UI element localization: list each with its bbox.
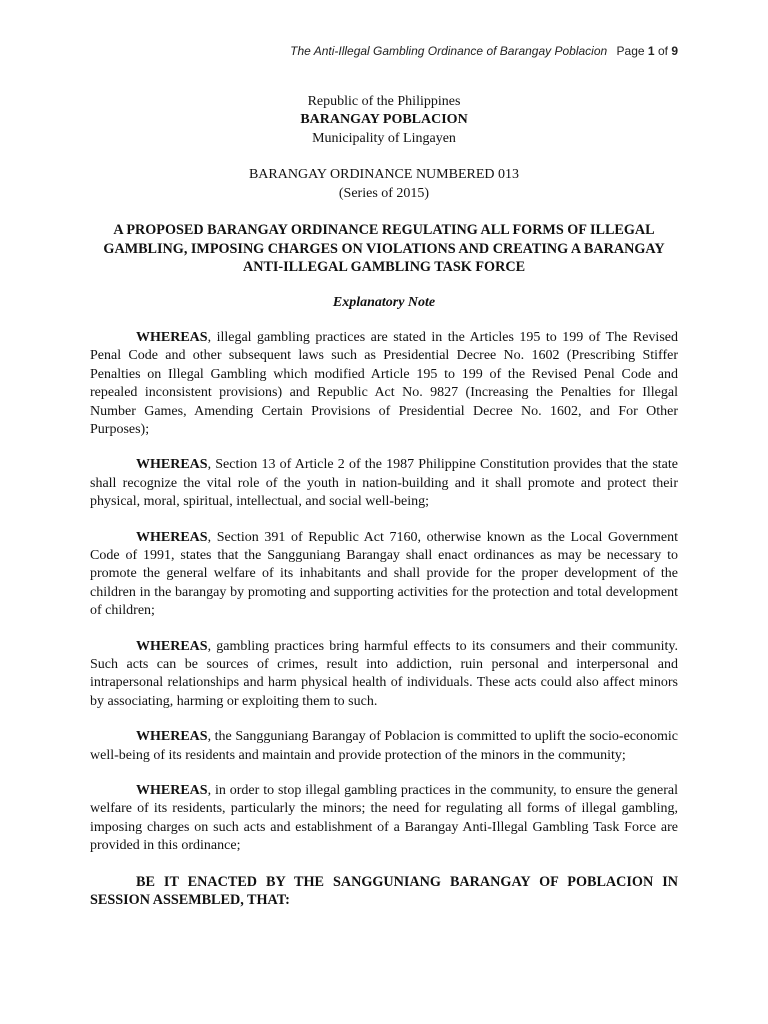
republic-line: Republic of the Philippines — [307, 94, 461, 109]
whereas-clause — [90, 638, 678, 712]
whereas-clause — [90, 728, 678, 765]
whereas-lead: WHEREAS — [136, 638, 208, 654]
whereas-lead: WHEREAS — [136, 457, 208, 473]
total-pages: 9 — [671, 44, 678, 58]
whereas-clause — [90, 782, 678, 856]
whereas-text: , in order to stop illegal gambling practices in the community, to ensure the general welfare of its residents, particularly the minors; the need for regulating all forms of illegal gambling, imposing charges on such acts and establishment of a Barangay Anti-Illegal Gambling Task Force are provided in this ordinance; — [90, 783, 678, 854]
whereas-lead: WHEREAS — [136, 729, 208, 745]
running-header-title: The Anti-Illegal Gambling Ordinance of Barangay Poblacion — [290, 44, 608, 58]
whereas-text: , Section 13 of Article 2 of the 1987 Philippine Constitution provides that the state shall recognize the vital role of the youth in nation-building and it shall promote and protect their physical, moral, spiritual, intellectual, and social well-being; — [90, 457, 678, 510]
ordinance-number: BARANGAY ORDINANCE NUMBERED 013 — [248, 167, 520, 183]
running-header — [290, 44, 678, 58]
barangay-line: BARANGAY POBLACION — [300, 112, 468, 128]
enacting-clause: BE IT ENACTED BY THE SANGGUNIANG BARANGAY OF POBLACION IN SESSION ASSEMBLED, THAT: — [90, 873, 678, 909]
whereas-lead: WHEREAS — [136, 783, 208, 799]
whereas-text: , illegal gambling practices are stated in the Articles 195 to 199 of The Revised Penal Code and other subsequent laws such as Presidential Decree No. 1602 (Prescribing Stiffer Penalties on Illegal Gambling which modified Article 195 to 199 of the Revised Penal Code and repealed inconsistent provisions) and Republic Act No. 9827 (Increasing the Penalties for Illegal Number Games, Amending Certain Provisions of Presidential Decree No. 1602, and For Other Purposes); — [90, 329, 678, 437]
ordinance-series: (Series of 2015) — [338, 185, 430, 201]
whereas-text: , gambling practices bring harmful effects to its consumers and their community. Such acts can be sources of crimes, result into addiction, ruin personal and interpersonal and intrapersonal relationships and harm physical health of individuals. These acts could also affect minors by associating, harming or exploiting them to such. — [90, 638, 678, 709]
whereas-text: , Section 391 of Republic Act 7160, otherwise known as the Local Government Code of 1991, states that the Sangguniang Barangay shall enact ordinances as may be necessary to promote the general welfare of its inhabitants and shall provide for the proper development of the children in the barangay by promoting and supporting activities for the protection and total development of children; — [90, 529, 678, 619]
whereas-clause — [90, 529, 678, 621]
of-word: of — [657, 44, 668, 58]
ordinance-number-block — [90, 166, 678, 203]
whereas-clause — [90, 329, 678, 439]
page-word: Page — [616, 44, 645, 58]
page-number — [617, 44, 678, 58]
whereas-lead: WHEREAS — [136, 529, 208, 545]
explanatory-note-heading: Explanatory Note — [332, 294, 436, 310]
ordinance-title: A PROPOSED BARANGAY ORDINANCE REGULATING ALL FORMS OF ILLEGAL GAMBLING, IMPOSING CHARGES ON VIOLATIONS AND CREATING A BARANGAY ANTI-ILLEGAL GAMBLING TASK FORCE — [103, 222, 665, 276]
document-caption — [90, 93, 678, 148]
municipality-line: Municipality of Lingayen — [312, 130, 456, 146]
current-page: 1 — [647, 44, 655, 58]
whereas-text: , the Sangguniang Barangay of Poblacion is committed to uplift the socio-economic well-being of its residents and maintain and provide protection of the minors in the community; — [90, 729, 678, 763]
whereas-clause — [90, 456, 678, 511]
whereas-lead: WHEREAS — [136, 329, 208, 345]
document-body — [90, 93, 678, 910]
